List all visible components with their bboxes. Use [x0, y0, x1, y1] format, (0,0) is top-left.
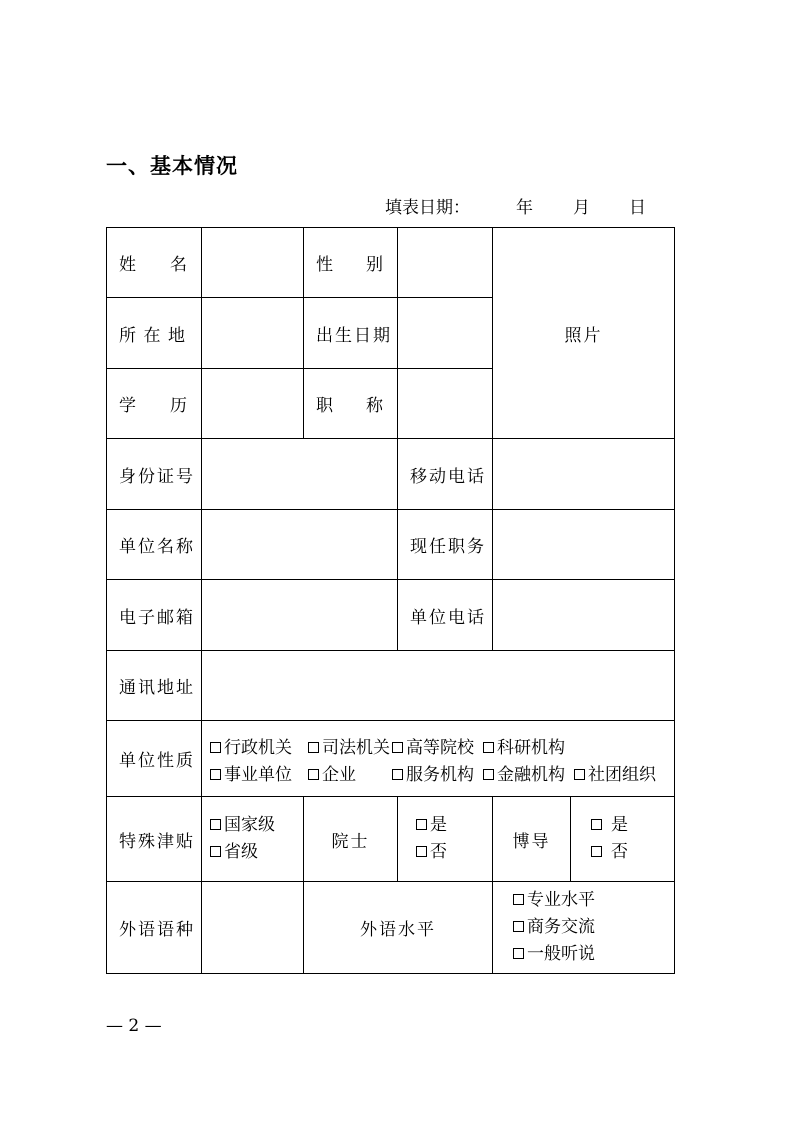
language-field[interactable]	[202, 882, 304, 974]
birth-date-field[interactable]	[398, 298, 493, 369]
name-label	[107, 228, 202, 298]
org-type-option[interactable]: 企业	[308, 760, 392, 785]
title-label-char: 职	[316, 396, 333, 416]
checkbox-icon[interactable]	[210, 742, 221, 753]
address-label: 通讯地址	[107, 651, 202, 721]
location-label	[107, 298, 202, 369]
academician-option[interactable]: 否	[416, 839, 492, 866]
checkbox-icon[interactable]	[483, 769, 494, 780]
education-field[interactable]	[202, 369, 304, 439]
title-label	[304, 369, 398, 439]
checkbox-icon[interactable]	[210, 819, 221, 830]
title-label-char: 称	[366, 396, 383, 416]
gender-label	[304, 228, 398, 298]
academician-label: 院士	[304, 797, 398, 882]
section-heading: 一、基本情况	[106, 154, 238, 178]
education-label-char: 历	[170, 396, 187, 416]
checkbox-icon[interactable]	[513, 948, 524, 959]
position-field[interactable]	[493, 510, 675, 580]
fill-date-line	[385, 193, 655, 219]
phd-supervisor-option[interactable]: 是	[591, 812, 674, 839]
phd-supervisor-option[interactable]: 否	[591, 839, 674, 866]
allowance-options	[202, 797, 304, 882]
checkbox-icon[interactable]	[392, 769, 403, 780]
address-field[interactable]	[202, 651, 675, 721]
academician-options	[398, 797, 493, 882]
checkbox-icon[interactable]	[416, 846, 427, 857]
photo-box[interactable]	[493, 228, 675, 439]
allowance-label: 特殊津贴	[107, 797, 202, 882]
year-label: 年	[516, 198, 533, 218]
checkbox-icon[interactable]	[308, 769, 319, 780]
checkbox-icon[interactable]	[513, 894, 524, 905]
academician-option[interactable]: 是	[416, 812, 492, 839]
id-number-field[interactable]	[202, 439, 398, 510]
org-type-option[interactable]: 高等院校	[392, 733, 483, 758]
gender-label-char: 性	[316, 255, 333, 275]
id-number-label: 身份证号	[107, 439, 202, 510]
checkbox-icon[interactable]	[513, 921, 524, 932]
checkbox-icon[interactable]	[210, 846, 221, 857]
checkbox-icon[interactable]	[574, 769, 585, 780]
checkbox-icon[interactable]	[591, 819, 602, 830]
gender-field[interactable]	[398, 228, 493, 298]
checkbox-icon[interactable]	[392, 742, 403, 753]
month-label: 月	[573, 198, 590, 218]
org-name-label: 单位名称	[107, 510, 202, 580]
phd-supervisor-label: 博导	[493, 797, 571, 882]
page-number: — 2 —	[106, 1016, 162, 1036]
position-label: 现任职务	[398, 510, 493, 580]
org-type-option[interactable]: 行政机关	[210, 733, 308, 758]
language-level-option[interactable]: 商务交流	[513, 914, 674, 941]
name-label-char: 名	[170, 255, 187, 275]
allowance-option[interactable]: 国家级	[210, 812, 303, 839]
allowance-option[interactable]: 省级	[210, 839, 303, 866]
basic-info-form	[106, 227, 675, 974]
org-type-options	[202, 721, 675, 797]
org-type-option[interactable]: 服务机构	[392, 760, 483, 785]
phd-supervisor-options	[571, 797, 675, 882]
name-label-char: 姓	[119, 255, 136, 275]
location-field[interactable]	[202, 298, 304, 369]
mobile-field[interactable]	[493, 439, 675, 510]
location-label-char: 在	[143, 325, 161, 346]
checkbox-icon[interactable]	[416, 819, 427, 830]
day-label: 日	[629, 198, 646, 218]
checkbox-icon[interactable]	[483, 742, 494, 753]
org-type-option[interactable]: 司法机关	[308, 733, 392, 758]
org-type-option[interactable]: 社团组织	[574, 760, 656, 785]
checkbox-icon[interactable]	[210, 769, 221, 780]
email-label: 电子邮箱	[107, 580, 202, 651]
org-name-field[interactable]	[202, 510, 398, 580]
fill-date-label: 填表日期：	[385, 198, 470, 218]
location-label-char: 所	[119, 325, 136, 346]
education-label	[107, 369, 202, 439]
email-field[interactable]	[202, 580, 398, 651]
org-type-option[interactable]: 金融机构	[483, 760, 574, 785]
location-label-char: 地	[168, 325, 185, 346]
name-field[interactable]	[202, 228, 304, 298]
org-phone-field[interactable]	[493, 580, 675, 651]
org-type-option[interactable]: 事业单位	[210, 760, 308, 785]
language-level-option[interactable]: 专业水平	[513, 887, 674, 914]
checkbox-icon[interactable]	[308, 742, 319, 753]
education-label-char: 学	[119, 396, 136, 416]
org-type-label: 单位性质	[107, 721, 202, 797]
birth-date-label: 出生日期	[304, 298, 398, 369]
language-level-options	[493, 882, 675, 974]
language-label: 外语语种	[107, 882, 202, 974]
photo-label: 照片	[564, 325, 603, 346]
org-phone-label: 单位电话	[398, 580, 493, 651]
language-level-label: 外语水平	[304, 882, 493, 974]
language-level-option[interactable]: 一般听说	[513, 941, 674, 968]
mobile-label: 移动电话	[398, 439, 493, 510]
org-type-option[interactable]: 科研机构	[483, 733, 565, 758]
title-field[interactable]	[398, 369, 493, 439]
checkbox-icon[interactable]	[591, 846, 602, 857]
gender-label-char: 别	[366, 255, 383, 275]
